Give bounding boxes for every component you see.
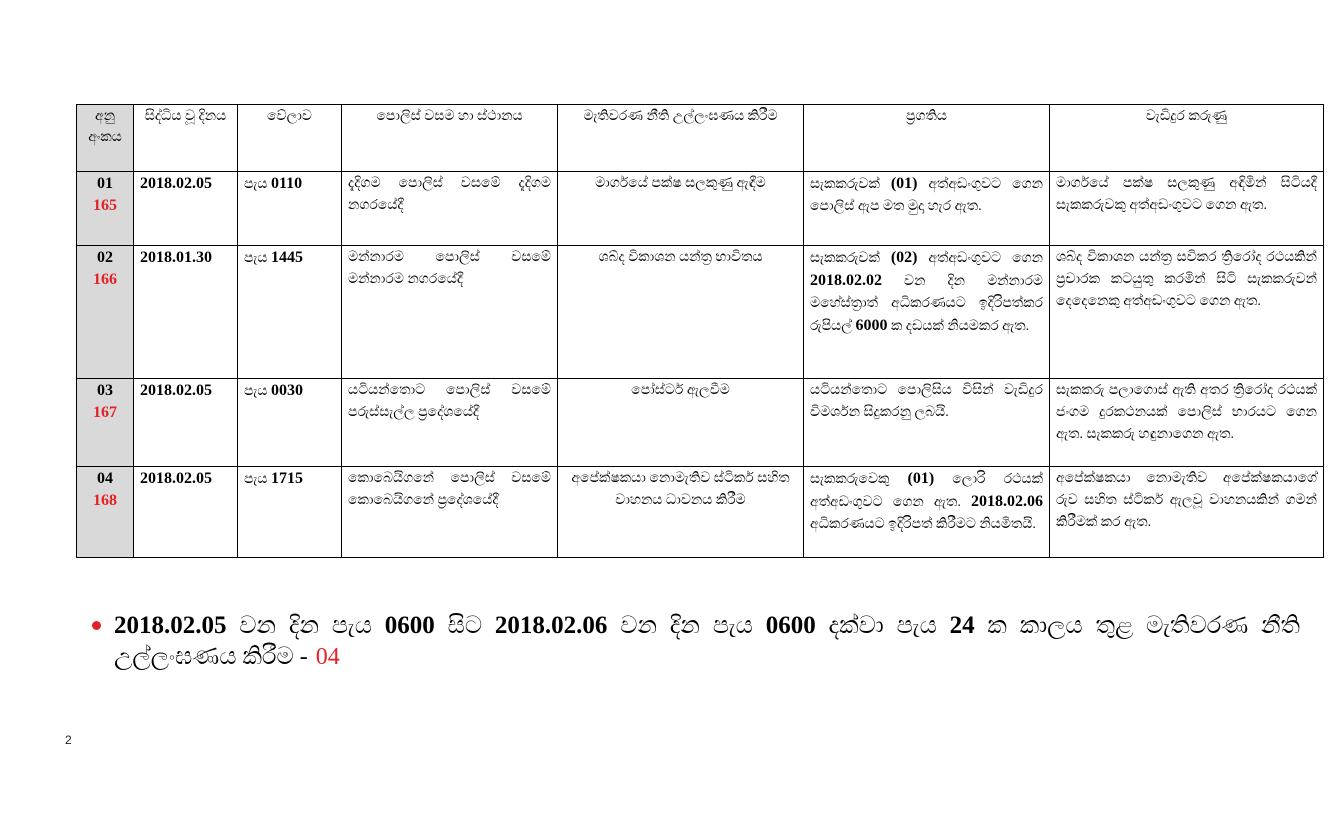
- numeric-text: (01): [890, 175, 918, 192]
- cell-date: 2018.02.05: [134, 172, 238, 246]
- numeric-text: 1715: [270, 470, 303, 487]
- cell-date: 2018.02.05: [134, 467, 238, 558]
- header-election-law-violation: මැතිවරණ නීති උල්ලංඝණය කිරීම: [558, 105, 804, 172]
- cell-location: කොබෙයිගනේ පොලිස් වසමේ කොබෙයිගනේ ප්‍රදේශයේදී: [342, 467, 558, 558]
- cell-serial: [77, 172, 134, 246]
- cell-progress: සැකකරුවක් (02) අත්අඩංගුවට ගෙන 2018.02.02 වන දින මන්නාරම මහේස්ත්‍රාත් අධිකරණයට ඉදිරිපත්කර රුපියල් 6000 ක දඩයක් නියමකර ඇත.: [804, 246, 1050, 379]
- numeric-text: 0110: [270, 175, 303, 192]
- cell-details: අපේක්ෂකයා නොමැතිව අපේක්ෂකයාගේ රුව සහිත ස්ටිකර් ඇලවූ වාහනයකින් ගමන් කිරීමක් කර ඇත.: [1050, 467, 1324, 558]
- summary-sentence: [114, 610, 1300, 673]
- header-time: වේලාව: [238, 105, 342, 172]
- cell-violation: අපේක්ෂකයා නොමැතිව ස්ටිකර් සහිත වාහනය ධාවනය කිරීම: [558, 467, 804, 558]
- cell-serial: [77, 467, 134, 558]
- header-further-details: වැඩිදුර කරුණු: [1050, 105, 1324, 172]
- cell-details: මාර්ගයේ පක්ෂ සලකුණු අඳිමින් සිටියදී සැකකරුවකු අත්අඩංගුවට ගෙන ඇත.: [1050, 172, 1324, 246]
- numeric-text: 0600: [765, 612, 816, 639]
- cell-progress: සැකකරුවෙකු (01) ලොරි රථයක් අත්අඩංගුවට ගෙන ඇත. 2018.02.06 අධිකරණයට ඉදිරිපත් කිරීමට නියමිතයි.: [804, 467, 1050, 558]
- numeric-text: 0030: [270, 382, 303, 399]
- cell-serial: [77, 246, 134, 379]
- numeric-text: 2018.02.06: [494, 612, 608, 639]
- cell-time: පැය 0030: [238, 379, 342, 467]
- numeric-text: 6000: [855, 317, 888, 334]
- cell-time: පැය 1715: [238, 467, 342, 558]
- cell-location: මන්නාරම පොලිස් වසමේ මන්නාරම නගරයේදී: [342, 246, 558, 379]
- summary-text: 2018.02.05 වන දින පැය 0600 සිට 2018.02.06 වන දින පැය 0600 දක්වා පැය 24 ක කාලය තුළ මැතිවරණ නීති උල්ලංඝණය කිරීම -: [114, 612, 1300, 670]
- serial-number: 01: [97, 175, 113, 192]
- cell-time: පැය 0110: [238, 172, 342, 246]
- page-number: 2: [65, 733, 72, 747]
- header-incident-date: සිද්ධිය වූ දිනය: [134, 105, 238, 172]
- cell-date: 2018.02.05: [134, 379, 238, 467]
- numeric-text: 24: [949, 612, 975, 639]
- numeric-text: 0600: [384, 612, 435, 639]
- cell-details: ශබ්ද විකාශන යන්ත්‍ර සවිකර ත්‍රිරෝද රථයකින් ප්‍රචාරක කටයුතු කරමින් සිටි සැකකරුවන් දෙදෙනෙකු අත්අඩංගුවට ගෙන ඇත.: [1050, 246, 1324, 379]
- numeric-text: 1445: [270, 249, 303, 266]
- summary-item: [90, 610, 1300, 673]
- numeric-text: (02): [890, 249, 918, 266]
- header-serial-no: අනු අංකය: [77, 105, 134, 172]
- numeric-text: (01): [907, 470, 935, 487]
- numeric-text: 2018.02.02: [810, 272, 882, 289]
- cell-details: සැකකරු පලාගොස් ඇති අතර ත්‍රිරෝද රථයක් ජංගම දුරකථනයක් පොලිස් භාරයට ගෙන ඇත. සැකකරු හඳුනාගෙන ඇත.: [1050, 379, 1324, 467]
- violation-count: 04: [315, 644, 340, 670]
- header-progress: ප්‍රගතිය: [804, 105, 1050, 172]
- cell-time: පැය 1445: [238, 246, 342, 379]
- serial-number: 04: [97, 470, 113, 487]
- numeric-text: 2018.02.05: [114, 612, 227, 639]
- serial-number: 02: [97, 249, 113, 266]
- header-police-division-location: පොලිස් වසම හා ස්ථානය: [342, 105, 558, 172]
- reference-number: 167: [93, 404, 117, 421]
- reference-number: 168: [93, 492, 117, 509]
- cell-violation: මාර්ගයේ පක්ෂ සලකුණු ඇඳීම: [558, 172, 804, 246]
- cell-serial: [77, 379, 134, 467]
- cell-violation: පෝස්ටර් ඇලවීම: [558, 379, 804, 467]
- cell-location: දැදිගම පොලිස් වසමේ දැදිගම නගරයේදී: [342, 172, 558, 246]
- reference-number: 166: [93, 271, 117, 288]
- incident-table: [76, 104, 1324, 558]
- serial-number: 03: [97, 382, 113, 399]
- cell-progress: සැකකරුවක් (01) අත්අඩංගුවට ගෙන පොලිස් ඇප මත මුදා හැර ඇත.: [804, 172, 1050, 246]
- cell-date: 2018.01.30: [134, 246, 238, 379]
- cell-location: යටියන්තොට පොලිස් වසමේ පරුස්සැල්ල ප්‍රදේශයේදී: [342, 379, 558, 467]
- cell-progress: යටියන්තොට පොලිසිය විසින් වැඩිදුර විමර්ශන සිදුකරනු ලබයි.: [804, 379, 1050, 467]
- reference-number: 165: [93, 197, 117, 214]
- cell-violation: ශබ්ද විකාශන යන්ත්‍ර භාවිතය: [558, 246, 804, 379]
- bullet-icon: [92, 621, 101, 630]
- numeric-text: 2018.02.06: [971, 493, 1043, 510]
